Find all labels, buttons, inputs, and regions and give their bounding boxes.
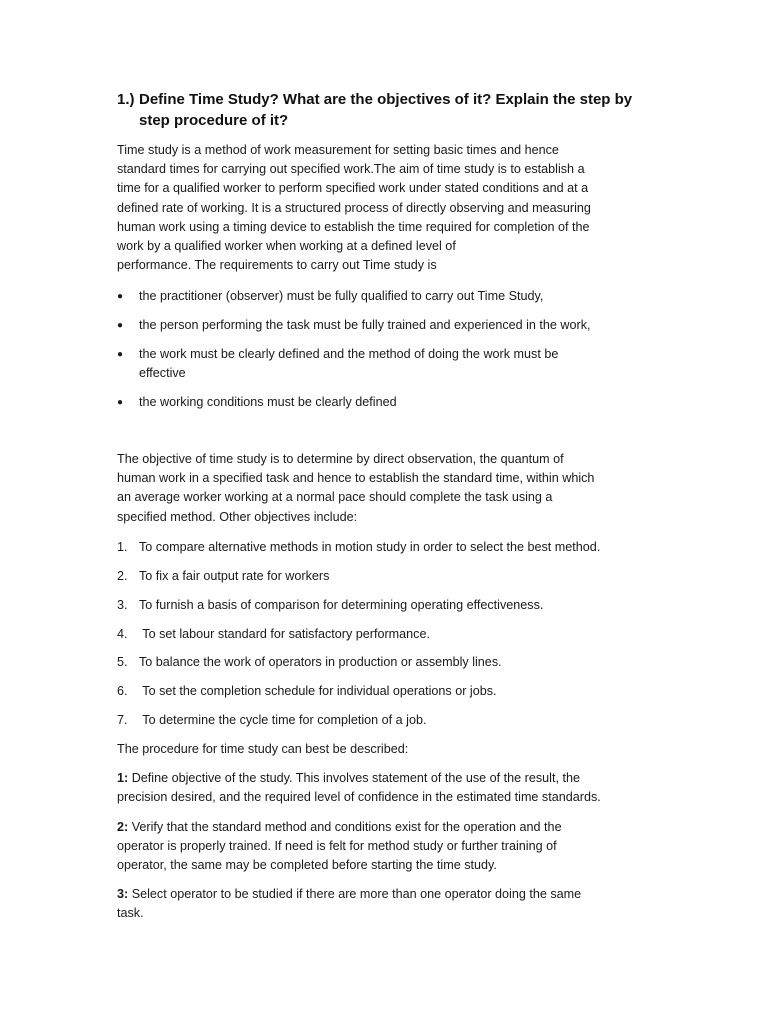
list-text: To fix a fair output rate for workers <box>139 569 330 583</box>
list-item <box>117 682 697 701</box>
heading-line-1: Define Time Study? What are the objectives of it? Explain the step by <box>139 91 633 108</box>
intro-line: work by a qualified worker when working at a defined level of <box>117 239 456 254</box>
list-number: 2. <box>117 569 128 583</box>
list-item <box>117 625 697 644</box>
step-text: Define objective of the study. This involves statement of the use of the result, the <box>128 771 580 785</box>
step-text: operator, the same may be completed before starting the time study. <box>117 858 497 873</box>
objective-line: The objective of time study is to determine by direct observation, the quantum of <box>117 452 564 466</box>
list-item <box>117 653 697 672</box>
list-number: 3. <box>117 598 128 612</box>
step-text: task. <box>117 906 144 921</box>
list-number: 7. <box>117 713 128 727</box>
list-item <box>117 711 697 730</box>
bullet-item <box>117 287 677 306</box>
question-number: 1.) <box>117 91 135 108</box>
bullet-item <box>117 393 677 412</box>
list-text: To furnish a basis of comparison for determining operating effectiveness. <box>139 598 544 612</box>
bullet-text: the work must be clearly defined and the method of doing the work must be <box>139 347 559 361</box>
list-text: To set labour standard for satisfactory performance. <box>139 627 430 641</box>
bullet-icon: ● <box>117 397 124 408</box>
bullet-text: the person performing the task must be fully trained and experienced in the work, <box>139 318 591 332</box>
step-label: 1: <box>117 771 129 785</box>
procedure-step <box>117 769 677 807</box>
procedure-intro: The procedure for time study can best be described: <box>117 742 409 756</box>
question-heading <box>117 89 677 131</box>
bullet-text: the working conditions must be clearly defined <box>139 395 397 409</box>
bullet-icon: ● <box>117 320 124 331</box>
step-text: Select operator to be studied if there are more than one operator doing the same <box>128 887 582 901</box>
bullet-icon: ● <box>117 349 124 360</box>
bullet-icon: ● <box>117 291 124 302</box>
list-number: 1. <box>117 540 128 554</box>
intro-paragraph <box>117 141 677 275</box>
list-number: 4. <box>117 627 128 641</box>
list-text: To compare alternative methods in motion study in order to select the best method. <box>139 540 601 554</box>
intro-line: defined rate of working. It is a structured process of directly observing and measuring <box>117 200 591 215</box>
list-item <box>117 538 697 557</box>
intro-line: performance. The requirements to carry out Time study is <box>117 258 437 273</box>
procedure-step <box>117 818 677 876</box>
list-item <box>117 596 697 615</box>
step-label: 2: <box>117 820 129 834</box>
intro-line: Time study is a method of work measurement for setting basic times and hence <box>117 143 559 157</box>
objective-paragraph <box>117 450 677 527</box>
step-text: operator is properly trained. If need is felt for method study or further training of <box>117 839 557 854</box>
heading-line-2: step procedure of it? <box>139 112 289 129</box>
step-text: Verify that the standard method and conditions exist for the operation and the <box>128 820 562 834</box>
step-text: precision desired, and the required level of confidence in the estimated time standards. <box>117 790 601 805</box>
list-text: To balance the work of operators in production or assembly lines. <box>139 655 502 669</box>
intro-line: standard times for carrying out specified work.The aim of time study is to establish a <box>117 162 585 177</box>
bullet-item <box>117 345 677 383</box>
intro-line: time for a qualified worker to perform specified work under stated conditions and at a <box>117 181 589 196</box>
list-text: To set the completion schedule for individual operations or jobs. <box>139 684 497 698</box>
list-number: 6. <box>117 684 128 698</box>
bullet-text: the practitioner (observer) must be fully qualified to carry out Time Study, <box>139 289 544 303</box>
list-item <box>117 567 697 586</box>
list-text: To determine the cycle time for completion of a job. <box>139 713 427 727</box>
objective-line: specified method. Other objectives include: <box>117 509 358 524</box>
objective-line: human work in a specified task and hence to establish the standard time, within which <box>117 471 595 486</box>
bullet-text-continued: effective <box>139 366 186 380</box>
bullet-item <box>117 316 677 335</box>
list-number: 5. <box>117 655 128 669</box>
procedure-step <box>117 885 677 923</box>
intro-line: human work using a timing device to establish the time required for completion of the <box>117 219 590 234</box>
step-label: 3: <box>117 887 129 901</box>
objective-line: an average worker working at a normal pace should complete the task using a <box>117 490 553 505</box>
